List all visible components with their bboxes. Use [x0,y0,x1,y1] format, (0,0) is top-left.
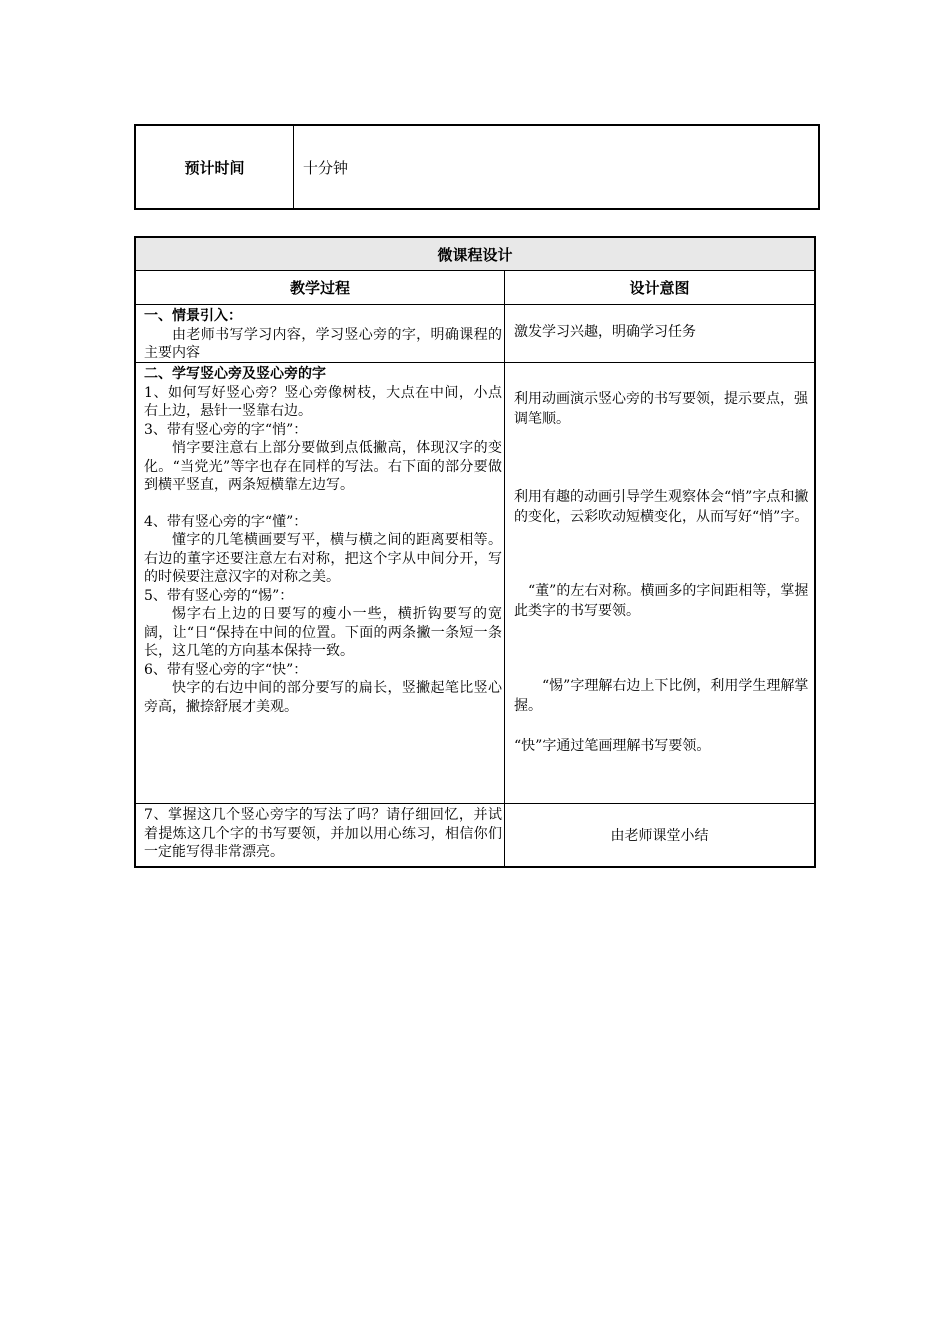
practice-p1: 1、如何写好竖心旁？竖心旁像树枝，大点在中间，小点右上边，悬针一竖靠右边。 [144,384,502,419]
table-row-summary [136,804,814,866]
time-value: 十分钟 [303,158,349,177]
intro-intent-cell [505,305,814,362]
col-header-intent: 设计意图 [629,279,690,297]
practice-process-cell [136,363,505,803]
practice-p5-body: 快字的右边中间的部分要写的扁长，竖撇起笔比竖心旁高，撇捺舒展才美观。 [144,680,502,715]
practice-intent-1: 利用动画演示竖心旁的书写要领，提示要点，强调笔顺。 [514,391,808,427]
practice-p2-title: 3、带有竖心旁的字“悄”： [144,421,308,438]
practice-p2-body: 悄字要注意右上部分要做到点低撇高，体现汉字的变化。“当党光”等字也存在同样的写法。右下面的部分要做到横平竖直，两条短横靠左边写。 [144,440,502,493]
practice-intent-2: 利用有趣的动画引导学生观察体会“悄”字点和撇的变化，云彩吹动短横变化，从而写好“悄”字。 [514,489,809,525]
practice-intent-4: “惕”字理解右边上下比例，利用学生理解掌握。 [514,678,809,714]
practice-p5-title: 6、带有竖心旁的字“快”： [144,661,308,678]
intro-intent: 激发学习兴趣，明确学习任务 [514,324,696,340]
practice-p4-title: 5、带有竖心旁的“惕”： [144,587,294,604]
practice-intent-cell [505,363,814,803]
practice-p3-title: 4、带有竖心旁的字“懂”： [144,513,308,530]
intro-process-cell [136,305,505,362]
table-row-intro [136,305,814,363]
design-table [134,236,816,868]
col-header-process: 教学过程 [136,271,505,304]
time-label: 预计时间 [136,126,294,208]
summary-process-cell [136,804,505,866]
summary-body: 7、掌握这几个竖心旁字的写法了吗？请仔细回忆，并试着提炼这几个字的书写要领，并加以用心练习，相信你们一定能写得非常漂亮。 [144,807,502,860]
table-row-practice [136,363,814,804]
practice-p3-body: 懂字的几笔横画要写平，横与横之间的距离要相等。右边的董字还要注意左右对称，把这个字从中间分开，写的时候要注意汉字的对称之美。 [144,532,502,585]
design-table-title: 微课程设计 [136,238,814,271]
summary-intent: 由老师课堂小结 [610,828,709,844]
practice-heading: 二、学写竖心旁及竖心旁的字 [144,366,326,382]
practice-intent-3: “董”的左右对称。横画多的字间距相等，掌握此类字的书写要领。 [514,583,809,619]
intro-body: 由老师书写学习内容，学习竖心旁的字，明确课程的主要内容 [144,326,502,361]
practice-intent-5: “快”字通过笔画理解书写要领。 [514,738,711,754]
intro-heading: 一、情景引入： [144,308,242,324]
time-table [134,124,820,210]
design-table-header-row [136,271,814,305]
practice-p4-body: 惕字右上边的日要写的瘦小一些，横折钩要写的宽阔，让“日“保持在中间的位置。下面的两条撇一条短一条长，这几笔的方向基本保持一致。 [144,606,502,659]
